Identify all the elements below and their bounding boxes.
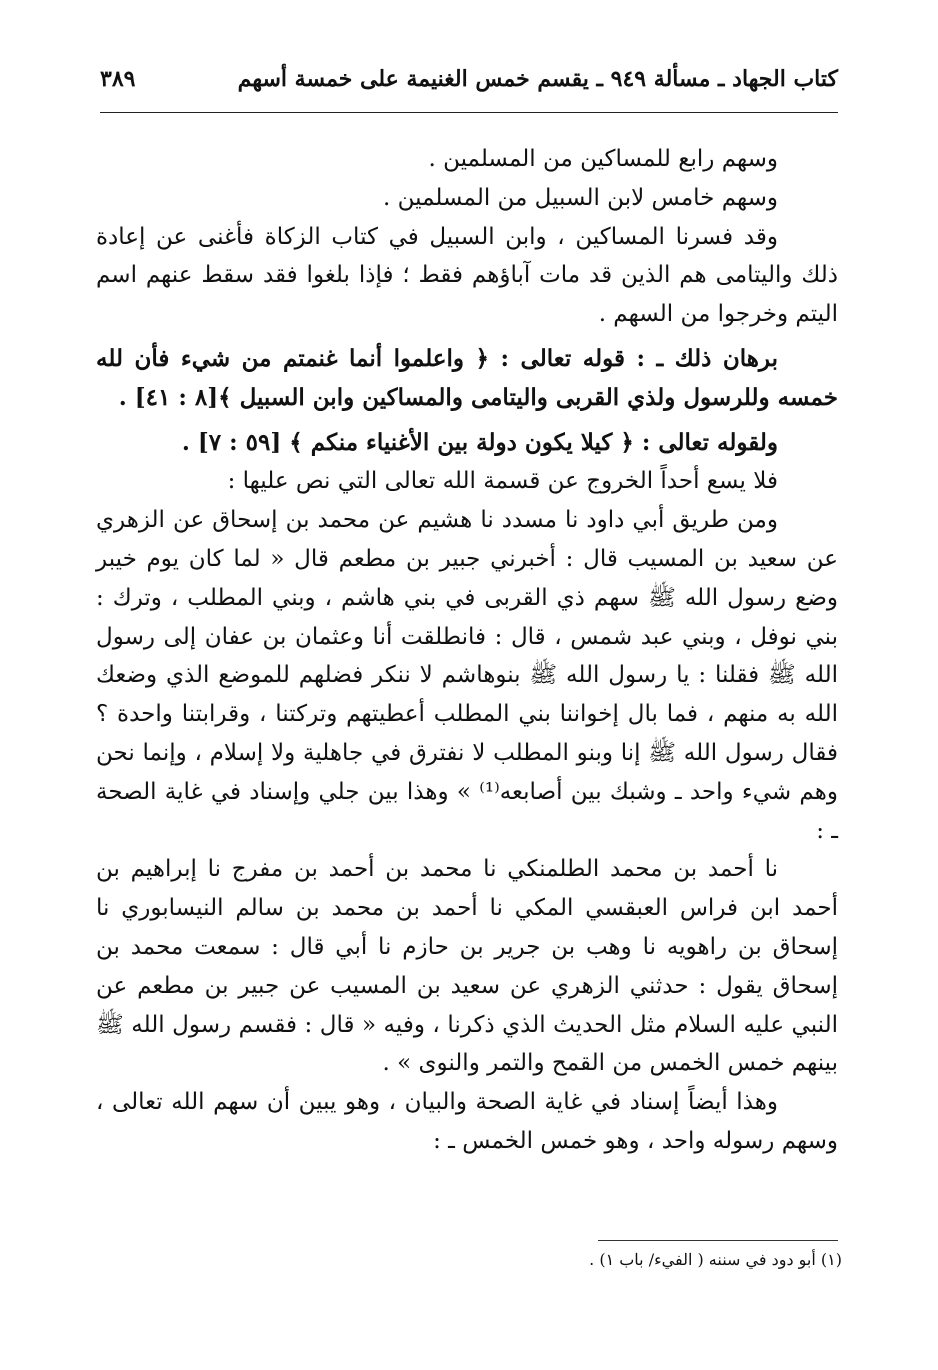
paragraph-fifth-share: وسهم خامس لابن السبيل من المسلمين . [383,184,778,211]
header-title: كتاب الجهاد ـ مسألة ٩٤٩ ـ يقسم خمس الغنيمة على خمسة أسهم [237,66,838,92]
header-divider [100,112,838,113]
paragraph-conclusion: وهذا أيضاً إسناد في غاية الصحة والبيان ، وهو يبين أن سهم الله تعالى ، وسهم رسوله واحد ، وهو خمس الخمس ـ : [96,1089,838,1154]
paragraph-second-verse: ولقوله تعالى : ﴿ كيلا يكون دولة بين الأغنياء منكم ﴾ [٥٩ : ٧] . [181,428,778,456]
running-header [100,62,838,102]
paragraph-proof-verse: برهان ذلك ـ : قوله تعالى : ﴿ واعلموا أنما غنمتم من شيء فأن لله خمسه وللرسول ولذي القربى واليتامى والمساكين وابن السبيل ﴾[٨ : ٤١] . [96,344,838,411]
main-text [96,140,838,1161]
paragraph-no-deviation: فلا يسع أحداً الخروج عن قسمة الله تعالى التي نص عليها : [227,468,778,495]
paragraph-second-chain: نا أحمد بن محمد الطلمنكي نا محمد بن أحمد بن مفرج نا إبراهيم بن أحمد ابن فراس العبقسي المكي نا أحمد بن محمد بن سالم النيسابوري نا إسحاق بن راهويه نا وهب بن جرير بن حازم نا أبي قال : سمعت محمد بن إسحاق يقول : حدثني الزهري عن سعيد بن المسيب عن جبير بن مطعم عن النبي عليه السلام مثل الحديث الذي ذكرنا ، وفيه « قال : فقسم رسول الله ﷺ بينهم خمس الخمس من القمح والتمر والنوى » . [96,856,839,1077]
paragraph-definitions: وقد فسرنا المساكين ، وابن السبيل في كتاب الزكاة فأغنى عن إعادة ذلك واليتامى هم الذين قد مات آباؤهم فقط ؛ فإذا بلغوا فقد سقط عنهم اسم اليتم وخرجوا من السهم . [96,223,838,328]
page-number: ٣٨٩ [100,66,136,92]
footnote: (١) أبو دود في سننه ( الفيء/ باب ١) . [589,1250,842,1269]
paragraph-fourth-share: وسهم رابع للمساكين من المسلمين . [428,146,778,172]
footnote-divider [598,1240,838,1241]
paragraph-abu-dawud-hadith: ومن طريق أبي داود نا مسدد نا هشيم عن محمد بن إسحاق عن الزهري عن سعيد بن المسيب قال : أخبرني جبير بن مطعم قال « لما كان يوم خيبر وضع رسول الله ﷺ سهم ذي القربى في بني هاشم ، وبني المطلب ، وترك : بني نوفل ، وبني عبد شمس ، قال : فانطلقت أنا وعثمان بن عفان إلى رسول الله ﷺ فقلنا : يا رسول الله ﷺ بنوهاشم لا ننكر فضلهم للموضع الذي وضعك الله به منهم ، فما بال إخواننا بني المطلب أعطيتهم وتركتنا ، وقرابتنا واحدة ؟ فقال رسول الله ﷺ إنا وبنو المطلب لا نفترق في جاهلية ولا إسلام ، وإنما نحن وهم شيء واحد ـ وشبك بين أصابعه⁽¹⁾ » وهذا بين جلي وإسناد في غاية الصحة ـ : [96,507,838,844]
